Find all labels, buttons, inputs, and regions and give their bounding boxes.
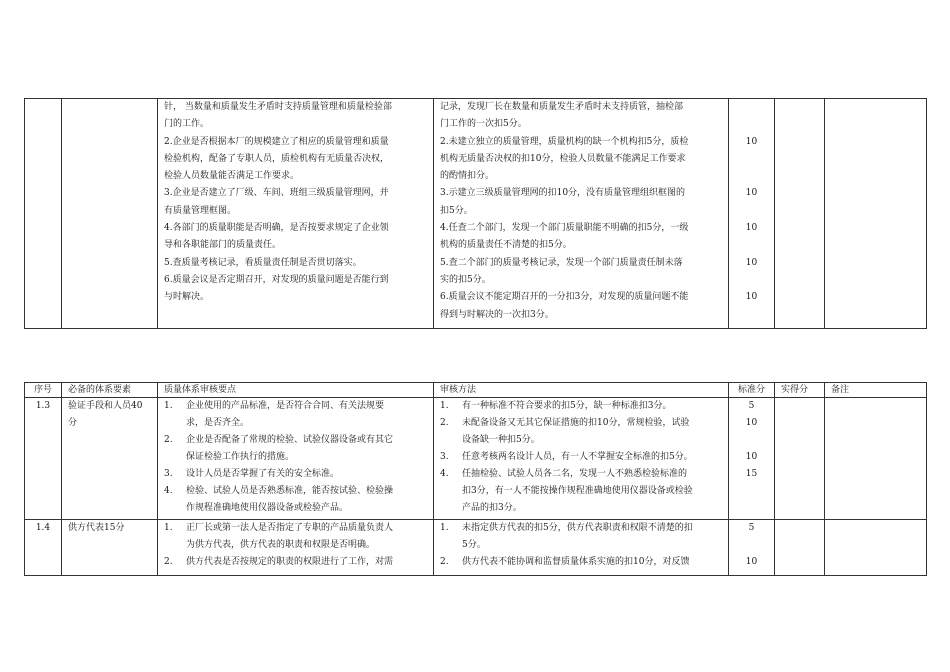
score-value: 5 [748, 401, 755, 411]
method-number: 2. [440, 557, 449, 567]
score-value [729, 432, 774, 449]
points-cell [158, 520, 434, 576]
method-line: 得到与时解决的一次扣3分。 [440, 309, 554, 320]
score-value: 10 [745, 452, 758, 462]
remark-cell [825, 99, 927, 329]
method-text: 任意考核两名设计人员，有一人不掌握安全标准的扣5分。 [462, 452, 693, 462]
point-text: 检验、试验人员是否熟悉标准，能否按试验、检验操 [186, 486, 394, 496]
header-points: 质量体系审核要点 [158, 383, 434, 398]
actual-score-cell [775, 520, 825, 576]
score-value [729, 537, 774, 554]
criteria-line: 有质量管理框图。 [164, 205, 237, 216]
criteria-line: 门的工作。 [164, 119, 210, 130]
criteria-line: 3.企业是否建立了厂级、车间、班组三级质量管理网，并 [164, 188, 389, 199]
method-line: 实的扣5分。 [440, 274, 491, 285]
points-cell [158, 398, 434, 520]
criteria-line: 6.质量会议是否定期召开，对发现的质量问题是否能行到 [164, 274, 389, 285]
method-text: 未配备设备又无其它保证措施的扣10分，常规检验，试验 [462, 418, 690, 428]
method-item [440, 398, 728, 415]
method-cell [434, 520, 729, 576]
audit-table [24, 382, 927, 576]
score-cell [729, 520, 775, 576]
score-value: 10 [745, 557, 758, 567]
score-value: 10 [745, 223, 758, 234]
method-item [440, 449, 728, 466]
method-number: 3. [440, 452, 449, 462]
method-line: 5.査二个部门的质量考核记录，发现一个部门质量责任制未落 [440, 257, 683, 268]
method-number: 1. [440, 523, 449, 533]
method-item [440, 520, 728, 537]
method-number: 2. [440, 418, 449, 428]
method-text: 5分。 [462, 540, 486, 550]
method-line: 机构无质量否决权的扣10分，检验人员数量不能满足工作要求 [440, 153, 686, 164]
method-text: 有一种标准不符合要求的扣5分，缺一种标准扣3分。 [462, 401, 672, 411]
point-item [164, 466, 433, 483]
point-number: 4. [164, 486, 173, 496]
remark-cell [825, 398, 927, 520]
method-cell [434, 398, 729, 520]
criteria-line: 与时解决。 [164, 292, 210, 303]
element-cell [62, 520, 158, 576]
element-cell [62, 398, 158, 520]
actual-score-cell [775, 99, 825, 329]
point-item [164, 398, 433, 415]
method-number: 4. [440, 469, 449, 479]
criteria-line: 检验机构，配备了专职人员，质检机构有无质量否决权， [164, 153, 390, 164]
point-text: 设计人员是否掌握了有关的安全标准。 [186, 469, 340, 479]
method-line: 门工作的一次扣5分。 [440, 119, 527, 130]
score-value [729, 99, 774, 116]
point-text: 供方代表是否按规定的职责的权限进行了工作，对需 [186, 557, 394, 567]
point-text: 为供方代表，供方代表的职责和权限是否明确。 [186, 540, 376, 550]
point-text: 保证检验工作执行的措施。 [186, 452, 295, 462]
method-item [440, 466, 728, 483]
header-method: 审核方法 [434, 383, 729, 398]
header-remark: 备注 [825, 383, 927, 398]
score-cell [729, 99, 775, 329]
audit-table-continued [24, 98, 927, 329]
seq-cell [25, 520, 62, 576]
header-element: 必备的体系要素 [62, 383, 158, 398]
point-text: 作规程准确地使用仪器设备或检验产品。 [186, 503, 349, 513]
point-text: 企业是否配备了常规的检验、试验仪器设备或有其它 [186, 435, 394, 445]
method-line: 记录，发现厂长在数量和质量发生矛盾时未支持质管，抽检部 [440, 102, 684, 112]
point-item [164, 554, 433, 571]
criteria-line: 5.査质量考核记录，看质量责任制是否贯切落实。 [164, 257, 362, 268]
point-item [164, 483, 433, 500]
criteria-line: 4.各部门的质量职能是否明确，是否按要求规定了企业领 [164, 223, 389, 234]
header-actual: 实得分 [775, 383, 825, 398]
method-text: 供方代表不能协调和监督质量体系实施的扣10分，对反馈 [462, 557, 690, 567]
header-standard: 标准分 [729, 383, 775, 398]
table-row [25, 398, 927, 520]
score-value: 10 [745, 257, 758, 268]
seq-cell [25, 99, 62, 329]
table-row [25, 99, 927, 329]
criteria-line: 检验人员数量能否满足工作要求。 [164, 171, 300, 182]
method-text: 扣3分，有一人不能按操作规程准确地使用仪器设备或检验 [462, 486, 693, 496]
score-value: 10 [745, 188, 758, 199]
score-value: 5 [748, 523, 755, 533]
element-line: 分 [68, 418, 78, 428]
point-text: 正厂长或第一法人是否指定了专职的产品质量负责人 [186, 523, 394, 533]
point-text: 求，是否齐全。 [186, 418, 250, 428]
method-item [440, 415, 728, 432]
method-text: 设备缺一种扣5分。 [462, 435, 540, 445]
method-line: 机构的质量责任不清楚的扣5分。 [440, 240, 572, 251]
point-number: 1. [164, 523, 173, 533]
header-seq: 序号 [25, 383, 62, 398]
score-value: 15 [745, 469, 758, 479]
score-value: 10 [745, 292, 758, 303]
point-number: 2. [164, 435, 173, 445]
method-item [440, 554, 728, 571]
method-line: 4.任査二个部门，发现一个部门质量职能不明确的扣5分，一级 [440, 223, 689, 234]
seq-cell [25, 398, 62, 520]
remark-cell [825, 520, 927, 576]
score-value: 10 [745, 418, 758, 428]
table-row [25, 520, 927, 576]
criteria-line: 导和各职能部门的质量责任。 [164, 240, 282, 251]
seq-value: 1.4 [35, 523, 51, 533]
method-text: 产品的扣3分。 [462, 503, 522, 513]
method-cell [434, 99, 729, 329]
method-line: 6.质量会议不能定期召开的一分扣3分，对发现的质量问题不能 [440, 292, 689, 303]
criteria-cell [158, 99, 434, 329]
element-line: 供方代表15分 [68, 523, 125, 533]
method-line: 扣5分。 [440, 205, 473, 216]
point-text: 企业使用的产品标准，是否符合合同、有关法规要 [186, 401, 385, 411]
point-number: 1. [164, 401, 173, 411]
score-value: 10 [745, 136, 758, 147]
method-line: 2.未建立独立的质量管理，质量机构的缺一个机构扣5分，质检 [440, 136, 689, 147]
actual-score-cell [775, 398, 825, 520]
point-item [164, 432, 433, 449]
point-item [164, 520, 433, 537]
header-row [25, 383, 927, 398]
seq-value: 1.3 [35, 401, 51, 411]
element-cell [62, 99, 158, 329]
method-line: 3.示建立三级质量管理网的扣10分，没有质量管理组织框图的 [440, 188, 686, 199]
method-text: 任抽检验、试验人员各二名，发现一人不熟悉检验标准的 [462, 469, 688, 479]
method-text: 未指定供方代表的扣5分，供方代表职责和权限不清楚的扣 [462, 523, 693, 533]
element-line: 验证手段和人员40 [68, 401, 143, 411]
point-number: 3. [164, 469, 173, 479]
criteria-line: 针， 当数量和质量发生矛盾时支持质量管理和质量检验部 [164, 102, 392, 112]
method-number: 1. [440, 401, 449, 411]
score-cell [729, 398, 775, 520]
method-line: 的酌情扣分。 [440, 171, 495, 182]
point-number: 2. [164, 557, 173, 567]
criteria-line: 2.企业是否根据本厂的规模建立了相应的质量管理和质量 [164, 136, 389, 147]
